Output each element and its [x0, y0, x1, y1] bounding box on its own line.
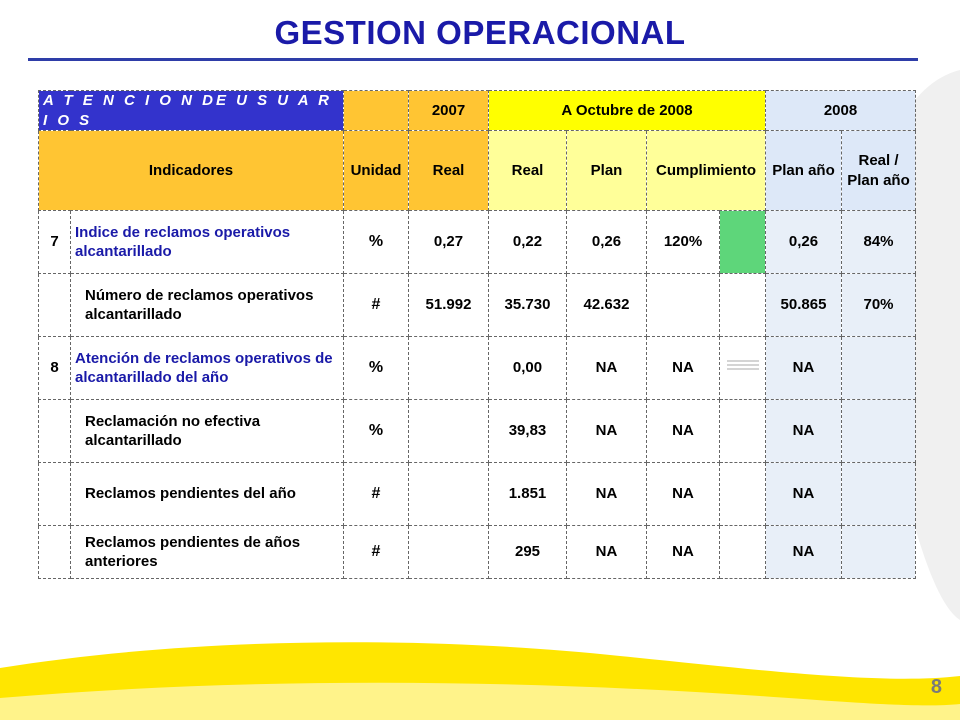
plan-ano-cell: NA	[766, 400, 842, 463]
plan-cell: NA	[567, 400, 647, 463]
real-plan-cell: 70%	[842, 274, 916, 337]
cumplimiento-cell: NA	[647, 526, 720, 579]
page-number: 8	[930, 676, 942, 698]
plan-cell: NA	[567, 526, 647, 579]
unit-cell: #	[344, 526, 409, 579]
cumplimiento-cell	[647, 274, 720, 337]
status-indicator	[720, 211, 766, 274]
header-real: Real	[489, 131, 567, 211]
band-2008: 2008	[766, 91, 916, 131]
indicators-table	[38, 90, 916, 579]
real-2007-cell	[409, 526, 489, 579]
status-cell	[720, 337, 766, 400]
plan-ano-cell: 50.865	[766, 274, 842, 337]
plan-cell: NA	[567, 337, 647, 400]
real-2007-cell	[409, 400, 489, 463]
real-cell: 295	[489, 526, 567, 579]
status-cell	[720, 463, 766, 526]
real-cell: 0,22	[489, 211, 567, 274]
real-cell: 1.851	[489, 463, 567, 526]
indicator-name: Reclamación no efectiva alcantarillado	[71, 400, 344, 463]
header-plan: Plan	[567, 131, 647, 211]
plan-cell: 42.632	[567, 274, 647, 337]
cumplimiento-cell: 120%	[647, 211, 720, 274]
indicator-name: Reclamos pendientes del año	[71, 463, 344, 526]
header-real-plan-ano: Real / Plan año	[842, 131, 916, 211]
row-number: 7	[39, 211, 71, 274]
table-row	[39, 526, 916, 579]
indicator-name: Indice de reclamos operativos alcantarillado	[71, 211, 344, 274]
plan-ano-cell: 0,26	[766, 211, 842, 274]
real-plan-cell	[842, 400, 916, 463]
plan-ano-cell: NA	[766, 526, 842, 579]
status-cell	[720, 400, 766, 463]
real-plan-cell: 84%	[842, 211, 916, 274]
real-plan-cell	[842, 526, 916, 579]
table-row	[39, 211, 916, 274]
unit-cell: %	[344, 337, 409, 400]
indicator-name: Atención de reclamos operativos de alcantarillado del año	[71, 337, 344, 400]
slide-title: GESTION OPERACIONAL	[274, 14, 686, 51]
header-real-2007: Real	[409, 131, 489, 211]
plan-ano-cell: NA	[766, 463, 842, 526]
band-2007	[344, 91, 409, 131]
header-plan-ano: Plan año	[766, 131, 842, 211]
header-cumplimiento: Cumplimiento	[647, 131, 766, 211]
row-number	[39, 463, 71, 526]
real-cell: 39,83	[489, 400, 567, 463]
cumplimiento-cell: NA	[647, 337, 720, 400]
unit-cell: #	[344, 463, 409, 526]
faint-placeholder-icon	[724, 354, 762, 376]
real-2007-cell	[409, 463, 489, 526]
section-band: A T E N C I O N DE U S U A R I O S	[39, 91, 344, 131]
header-indicadores: Indicadores	[39, 131, 344, 211]
row-number	[39, 274, 71, 337]
real-cell: 0,00	[489, 337, 567, 400]
real-cell: 35.730	[489, 274, 567, 337]
table-row	[39, 274, 916, 337]
plan-ano-cell: NA	[766, 337, 842, 400]
status-cell	[720, 274, 766, 337]
title-underline	[28, 58, 918, 61]
status-cell	[720, 526, 766, 579]
row-number	[39, 400, 71, 463]
unit-cell: %	[344, 211, 409, 274]
plan-cell: NA	[567, 463, 647, 526]
table-row	[39, 463, 916, 526]
band-october-2008: A Octubre de 2008	[489, 91, 766, 131]
cumplimiento-cell: NA	[647, 463, 720, 526]
indicator-name: Número de reclamos operativos alcantarillado	[71, 274, 344, 337]
band-2007-label: 2007	[409, 91, 489, 131]
indicator-name: Reclamos pendientes de años anteriores	[71, 526, 344, 579]
row-number	[39, 526, 71, 579]
unit-cell: %	[344, 400, 409, 463]
real-plan-cell	[842, 337, 916, 400]
cumplimiento-cell: NA	[647, 400, 720, 463]
real-2007-cell: 0,27	[409, 211, 489, 274]
real-2007-cell	[409, 337, 489, 400]
unit-cell: #	[344, 274, 409, 337]
row-number: 8	[39, 337, 71, 400]
table-row	[39, 400, 916, 463]
header-unidad: Unidad	[344, 131, 409, 211]
plan-cell: 0,26	[567, 211, 647, 274]
real-plan-cell	[842, 463, 916, 526]
table-row	[39, 337, 916, 400]
real-2007-cell: 51.992	[409, 274, 489, 337]
